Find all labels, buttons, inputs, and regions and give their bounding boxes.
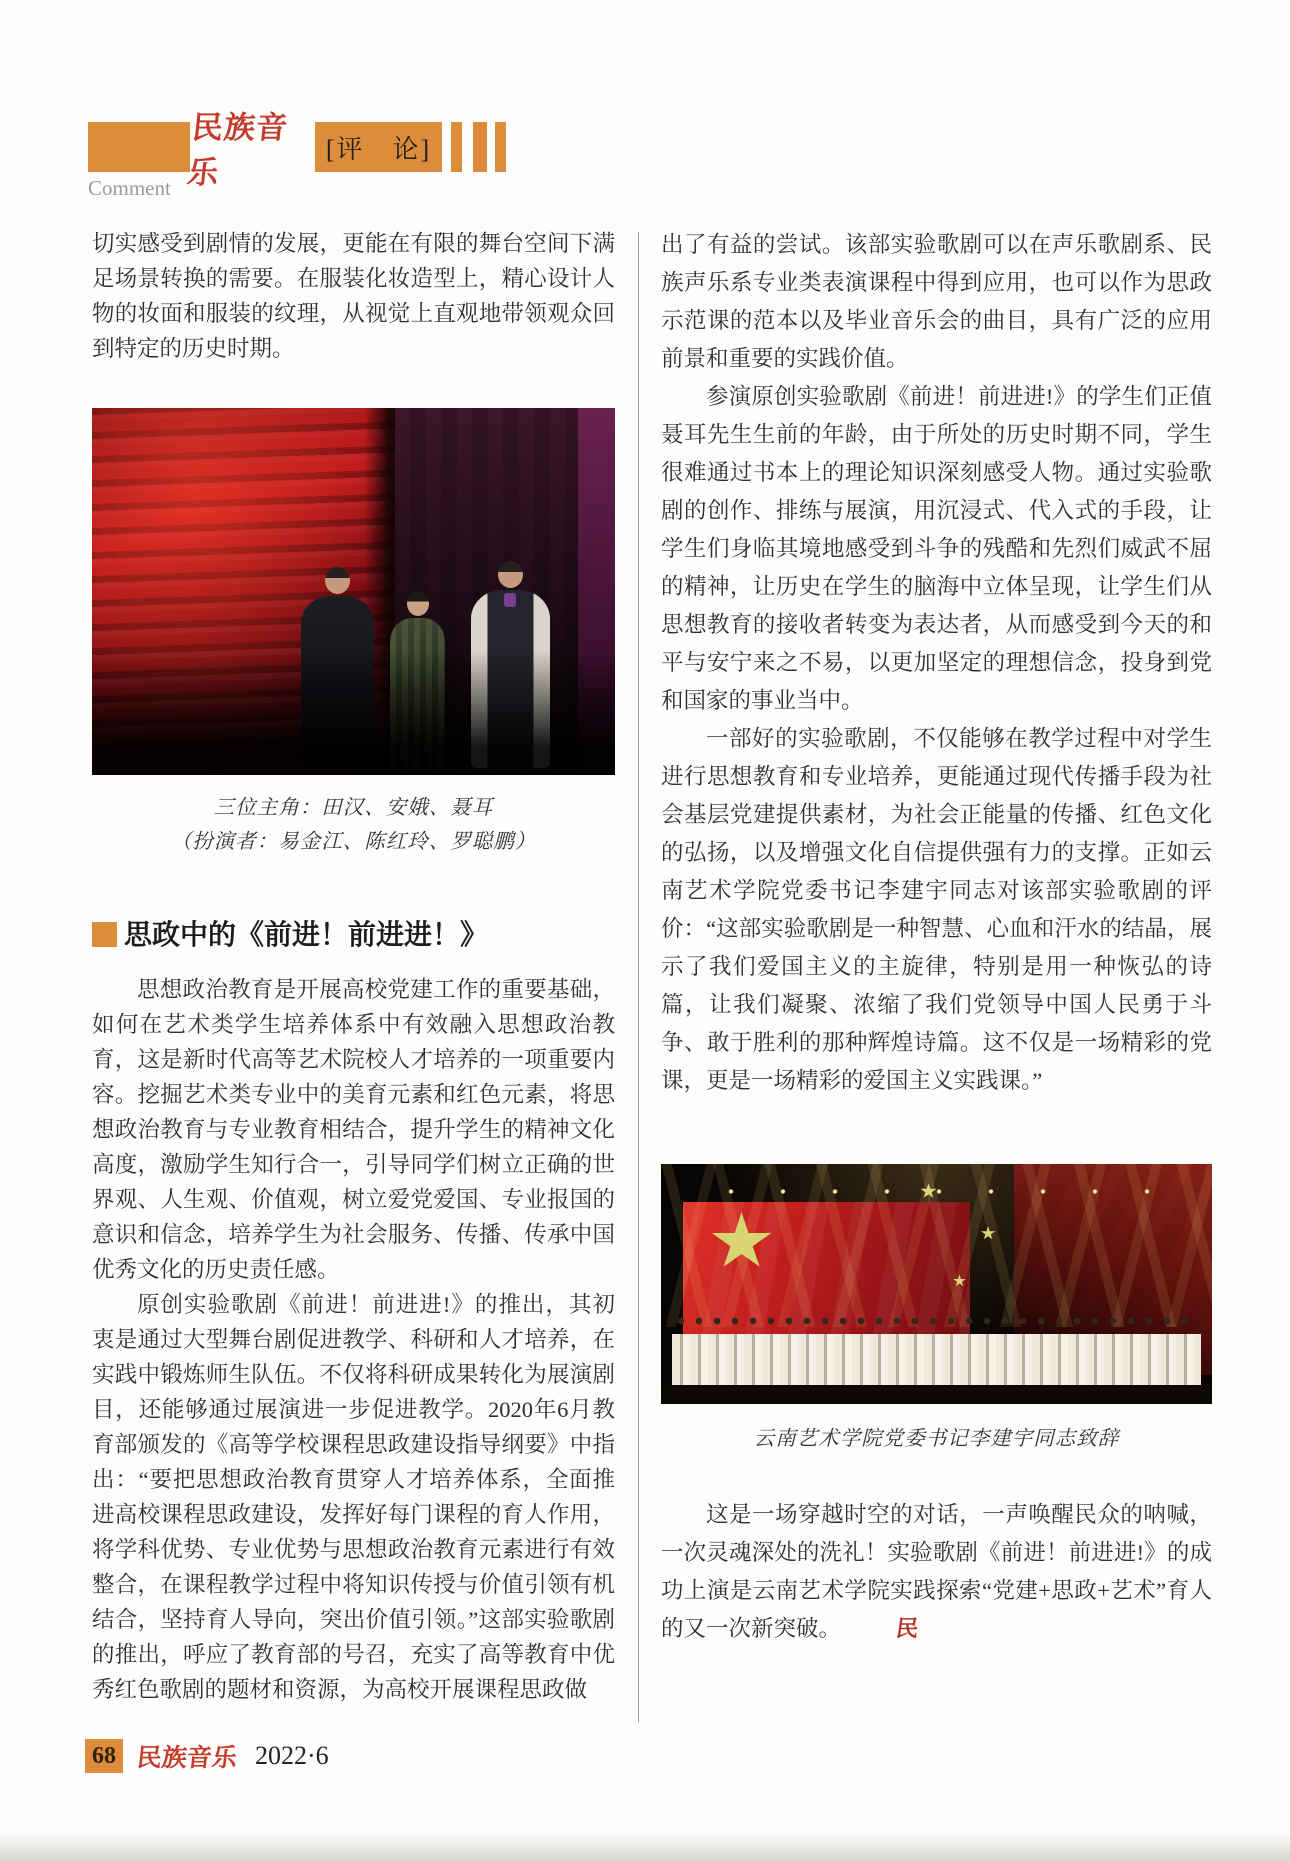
paragraph: 参演原创实验歌剧《前进！前进进!》的学生们正值聂耳先生生前的年龄，由于所处的历史时期不同，学生很难通过书本上的理论知识深刻感受人物。通过实验歌剧的创作、排练与展演，用沉浸式、代入式的手段，让学生们身临其境地感受到斗争的残酷和先烈们威武不屈的精神，让历史在学生的脑海中立体呈现，让学生们从思想教育的接收者转变为表达者，从而感受到今天的和平与安宁来之不易，以更加坚定的理想信念，投身到党和国家的事业当中。 <box>661 384 1212 713</box>
page-footer <box>85 1738 329 1774</box>
article-end-mark: 民 <box>894 1616 921 1641</box>
actor-cravat <box>504 593 516 607</box>
actor-head <box>498 561 523 588</box>
photo1-caption-line1: 三位主角：田汉、安娥、聂耳 <box>213 797 494 819</box>
paragraph: 思想政治教育是开展高校党建工作的重要基础，如何在艺术类学生培养体系中有效融入思想政治教育，这是新时代高等艺术院校人才培养的一项重要内容。挖掘艺术类专业中的美育元素和红色元素，将思想政治教育与专业教育相结合，提升学生的精神文化高度，激励学生知行合一，引导同学们树立正确的世界观、人生观、价值观，树立爱党爱国、专业报国的意识和信念，培养学生为社会服务、传播、传承中国优秀文化的历史责任感。 <box>92 977 615 1282</box>
closing-paragraph-text: 这是一场穿越时空的对话，一声唤醒民众的呐喊，一次灵魂深处的洗礼！实验歌剧《前进！前进进!》的成功上演是云南艺术学院实践探索“党建+思政+艺术”育人的又一次新突破。 <box>661 1502 1212 1641</box>
category-label: [评 论] <box>325 134 432 164</box>
spotlight-row <box>705 1176 1195 1207</box>
section-label-english: Comment <box>88 176 171 200</box>
stage-photo-three-leads <box>92 408 615 859</box>
column-divider <box>638 232 639 1722</box>
stage-photo-speech <box>661 1164 1212 1458</box>
paragraph-continuation: 切实感受到剧情的发展，更能在有限的舞台空间下满足场景转换的需要。在服装化妆造型上，精心设计人物的妆面和服装的纹理，从视觉上直观地带领观众回到特定的历史时期。 <box>92 231 615 361</box>
category-box <box>315 122 442 172</box>
photo2-caption: 云南艺术学院党委书记李建宇同志致辞 <box>753 1428 1120 1450</box>
photo1-caption <box>92 791 615 859</box>
masthead-ticks <box>451 122 506 172</box>
paragraph-continuation: 出了有益的尝试。该部实验歌剧可以在声乐歌剧系、民族声乐系专业类表演课程中得到应用，也可以作为思政示范课的范本以及毕业音乐会的曲目，具有广泛的应用前景和重要的实践价值。 <box>661 232 1212 371</box>
magazine-logo: 民族音乐 <box>185 110 290 190</box>
left-column <box>92 226 615 1707</box>
masthead-orange-bar <box>88 122 190 172</box>
stage-photo-speech-image <box>661 1164 1212 1404</box>
paragraph: 原创实验歌剧《前进！前进进!》的推出，其初衷是通过大型舞台剧促进教学、科研和人才培养，在实践中锻炼师生队伍。不仅将科研成果转化为展演剧目，还能够通过展演进一步促进教学。2020年6月教育部颁发的《高等学校课程思政建设指导纲要》中指出：“要把思想政治教育贯穿人才培养体系，全面推进高校课程思政建设，发挥好每门课程的育人作用，将学科优势、专业优势与思想政治教育元素进行有效整合，在课程教学过程中将知识传授与价值引领有机结合，坚持育人导向，突出价值引领。”这部实验歌剧的推出，呼应了教育部的号召，充实了高等教育中优秀红色歌剧的题材和资源，为高校开展课程思政做 <box>92 1292 615 1702</box>
crowd-heads <box>672 1313 1201 1335</box>
photo-vignette <box>92 650 615 775</box>
page-number-box <box>85 1739 123 1773</box>
tick-bar-icon <box>473 122 487 172</box>
page-bottom-edge <box>0 1833 1290 1861</box>
footer-magazine-logo: 民族音乐 <box>135 1745 239 1772</box>
orange-square-bullet-icon <box>92 922 117 947</box>
section-title-text: 思政中的《前进！前进进！》 <box>124 919 489 950</box>
page-number: 68 <box>92 1742 116 1769</box>
actor-head <box>325 567 350 594</box>
issue-number: 2022·6 <box>255 1741 329 1770</box>
performer-crowd <box>672 1313 1201 1385</box>
stage-photo-three-leads-image <box>92 408 615 775</box>
right-column <box>661 226 1212 1648</box>
paragraph: 一部好的实验歌剧，不仅能够在教学过程中对学生进行思想教育和专业培养，更能通过现代传播手段为社会基层党建提供素材，为社会正能量的传播、红色文化的弘扬，以及增强文化自信提供强有力的支撑。正如云南艺术学院党委书记李建宇同志对该部实验歌剧的评价：“这部实验歌剧是一种智慧、心血和汗水的结晶，展示了我们爱国主义的主旋律，特别是用一种恢弘的诗篇，让我们凝聚、浓缩了我们党领导中国人民勇于斗争、敢于胜利的那种辉煌诗篇。这不仅是一场精彩的党课，更是一场精彩的爱国主义实践课。” <box>661 726 1212 1093</box>
section-title <box>92 917 615 952</box>
actor-head <box>407 591 429 616</box>
closing-paragraph <box>661 1496 1212 1648</box>
tick-bar-icon <box>495 122 506 172</box>
stage-edge <box>661 1385 1212 1404</box>
photo1-caption-line2: （扮演者：易金江、陈红玲、罗聪鹏） <box>170 831 537 853</box>
tick-bar-icon <box>451 122 462 172</box>
crowd-bodies <box>672 1334 1201 1384</box>
